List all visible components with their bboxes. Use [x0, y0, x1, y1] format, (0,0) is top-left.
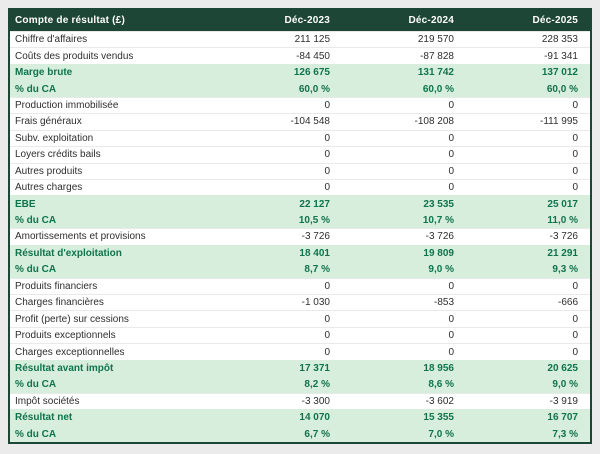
- row-value: 0: [324, 346, 330, 358]
- row-value: 0: [448, 132, 454, 144]
- row-value: 0: [448, 165, 454, 177]
- table-row: [10, 130, 590, 146]
- table-row: [10, 409, 590, 425]
- row-value: 0: [448, 149, 454, 161]
- row-value: -3 919: [549, 395, 578, 407]
- row-label: % du CA: [15, 379, 57, 391]
- row-label: Production immobilisée: [15, 99, 119, 111]
- row-label: Autres produits: [15, 165, 83, 177]
- row-value: 0: [572, 99, 578, 111]
- row-value: -1 030: [301, 297, 330, 309]
- row-value: 8,6 %: [428, 379, 454, 391]
- row-label: Subv. exploitation: [15, 132, 94, 144]
- table-row: [10, 327, 590, 343]
- row-value: 8,7 %: [304, 264, 330, 276]
- table-title: Compte de résultat (£): [15, 15, 125, 26]
- table-row: [10, 228, 590, 244]
- table-row: [10, 195, 590, 211]
- row-value: 60,0 %: [298, 83, 330, 95]
- row-value: 19 809: [423, 247, 454, 259]
- row-value: -666: [557, 297, 578, 309]
- row-value: 0: [324, 99, 330, 111]
- table-row: [10, 294, 590, 310]
- table-row: [10, 261, 590, 277]
- row-value: 22 127: [299, 198, 330, 210]
- table-header-row: [10, 10, 590, 31]
- row-label: Amortissements et provisions: [15, 231, 146, 243]
- table-row: [10, 393, 590, 409]
- row-value: 11,0 %: [547, 215, 578, 227]
- row-value: 18 401: [299, 247, 330, 259]
- table-row: [10, 376, 590, 392]
- row-label: % du CA: [15, 428, 57, 440]
- row-value: 6,7 %: [304, 428, 330, 440]
- row-value: -3 726: [425, 231, 454, 243]
- row-label: Charges financières: [15, 297, 104, 309]
- row-value: 9,0 %: [552, 379, 578, 391]
- table-row: [10, 245, 590, 261]
- row-label: Autres charges: [15, 182, 83, 194]
- table-row: [10, 212, 590, 228]
- row-label: Marge brute: [15, 67, 73, 79]
- table-body: [10, 31, 590, 442]
- row-value: 20 625: [547, 362, 578, 374]
- row-value: -3 726: [549, 231, 578, 243]
- table-row: [10, 97, 590, 113]
- row-value: -108 208: [414, 116, 454, 128]
- row-value: 0: [448, 330, 454, 342]
- row-value: 7,3 %: [552, 428, 578, 440]
- row-value: 0: [324, 149, 330, 161]
- row-value: 126 675: [293, 67, 330, 79]
- table-row: [10, 360, 590, 376]
- row-value: 18 956: [423, 362, 454, 374]
- row-value: 0: [324, 132, 330, 144]
- table-row: [10, 47, 590, 63]
- table-row: [10, 163, 590, 179]
- row-value: -87 828: [420, 50, 454, 62]
- row-value: -84 450: [296, 50, 330, 62]
- row-value: -104 548: [290, 116, 330, 128]
- income-statement-table: [8, 8, 592, 444]
- row-label: Résultat net: [15, 412, 73, 424]
- table-row: [10, 426, 590, 442]
- row-value: 21 291: [547, 247, 578, 259]
- row-value: 17 371: [299, 362, 330, 374]
- row-value: 0: [324, 330, 330, 342]
- row-label: Produits financiers: [15, 280, 98, 292]
- row-value: 0: [572, 182, 578, 194]
- table-row: [10, 278, 590, 294]
- row-value: 0: [448, 313, 454, 325]
- row-value: 0: [572, 132, 578, 144]
- table-row: [10, 31, 590, 47]
- row-value: 211 125: [294, 34, 330, 46]
- row-value: -91 341: [544, 50, 578, 62]
- row-value: 8,2 %: [304, 379, 330, 391]
- row-value: 60,0 %: [422, 83, 454, 95]
- row-label: EBE: [15, 198, 36, 210]
- row-value: 10,7 %: [422, 215, 454, 227]
- row-value: 0: [324, 280, 330, 292]
- row-value: 0: [572, 165, 578, 177]
- row-value: 0: [448, 346, 454, 358]
- row-label: Chiffre d'affaires: [15, 34, 88, 46]
- row-value: 14 070: [299, 412, 330, 424]
- row-value: -3 300: [301, 395, 330, 407]
- row-value: 0: [324, 313, 330, 325]
- row-value: 60,0 %: [546, 83, 578, 95]
- row-label: % du CA: [15, 264, 57, 276]
- row-value: -3 602: [425, 395, 454, 407]
- row-value: 0: [572, 149, 578, 161]
- row-value: 131 742: [417, 67, 454, 79]
- row-value: 7,0 %: [428, 428, 454, 440]
- row-label: Frais généraux: [15, 116, 82, 128]
- row-value: -853: [433, 297, 454, 309]
- row-label: % du CA: [15, 83, 57, 95]
- table-row: [10, 146, 590, 162]
- row-value: 16 707: [547, 412, 578, 424]
- row-value: 25 017: [547, 198, 578, 210]
- row-value: 0: [448, 182, 454, 194]
- row-label: Profit (perte) sur cessions: [15, 313, 129, 325]
- row-value: 23 535: [423, 198, 454, 210]
- row-value: 0: [324, 165, 330, 177]
- table-row: [10, 113, 590, 129]
- column-header-dec-2023: Déc-2023: [284, 15, 330, 26]
- row-label: Charges exceptionnelles: [15, 346, 125, 358]
- row-value: 0: [572, 330, 578, 342]
- row-label: % du CA: [15, 215, 57, 227]
- row-label: Produits exceptionnels: [15, 330, 116, 342]
- row-value: 137 012: [541, 67, 578, 79]
- row-value: 0: [572, 346, 578, 358]
- row-value: 9,3 %: [552, 264, 578, 276]
- row-value: 0: [448, 280, 454, 292]
- column-header-dec-2025: Déc-2025: [532, 15, 578, 26]
- row-label: Impôt sociétés: [15, 395, 80, 407]
- row-value: 219 570: [417, 34, 454, 46]
- row-value: 9,0 %: [428, 264, 454, 276]
- row-value: 228 353: [541, 34, 578, 46]
- row-label: Résultat d'exploitation: [15, 247, 122, 259]
- row-value: 0: [448, 99, 454, 111]
- row-value: 15 355: [423, 412, 454, 424]
- table-row: [10, 310, 590, 326]
- table-row: [10, 64, 590, 80]
- row-value: -3 726: [301, 231, 330, 243]
- row-value: 0: [572, 280, 578, 292]
- row-value: 0: [572, 313, 578, 325]
- row-value: -111 995: [540, 116, 578, 128]
- column-header-dec-2024: Déc-2024: [408, 15, 454, 26]
- table-row: [10, 179, 590, 195]
- row-label: Résultat avant impôt: [15, 362, 114, 374]
- row-label: Loyers crédits bails: [15, 149, 101, 161]
- table-row: [10, 343, 590, 359]
- row-label: Coûts des produits vendus: [15, 50, 134, 62]
- table-row: [10, 80, 590, 96]
- row-value: 10,5 %: [298, 215, 330, 227]
- row-value: 0: [324, 182, 330, 194]
